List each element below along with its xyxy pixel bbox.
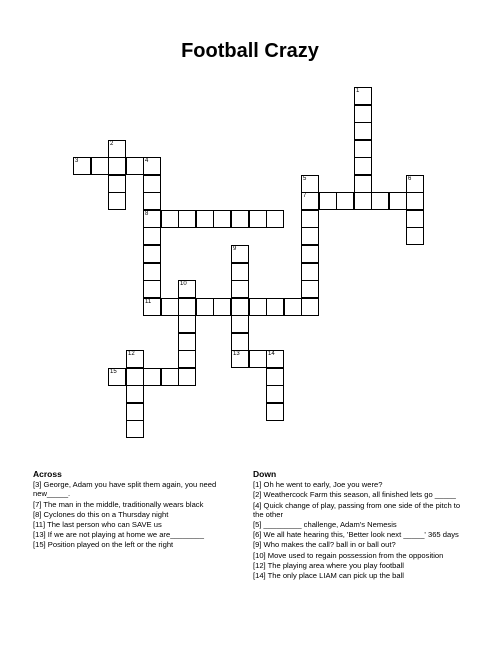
crossword-cell[interactable] <box>354 87 372 105</box>
clue-number: 6 <box>408 176 412 182</box>
crossword-cell[interactable] <box>143 157 161 175</box>
down-clue: [10] Move used to regain possession from the opposition <box>253 550 444 560</box>
across-clue: [7] The man in the middle, traditionally wears black <box>33 499 204 509</box>
crossword-cell[interactable] <box>161 298 179 316</box>
down-clue: [2] Weathercock Farm this season, all finished lets go _____ <box>253 490 456 500</box>
page-title: Football Crazy <box>181 40 319 62</box>
crossword-cell[interactable] <box>161 210 179 228</box>
crossword-cell[interactable] <box>178 280 196 298</box>
crossword-cell[interactable] <box>301 280 319 298</box>
down-clue: [1] Oh he went to early, Joe you were? <box>253 480 383 490</box>
crossword-cell[interactable] <box>354 122 372 140</box>
crossword-cell[interactable] <box>354 157 372 175</box>
crossword-cell[interactable] <box>178 333 196 351</box>
clue-number: 5 <box>303 176 307 182</box>
crossword-cell[interactable] <box>143 368 161 386</box>
crossword-cell[interactable] <box>143 227 161 245</box>
crossword-cell[interactable] <box>161 368 179 386</box>
crossword-cell[interactable] <box>231 350 249 368</box>
down-heading: Down <box>253 469 277 479</box>
clue-number: 9 <box>233 246 237 252</box>
across-clue: [13] If we are not playing at home we are________ <box>33 530 204 540</box>
crossword-cell[interactable] <box>406 210 424 228</box>
clue-number: 10 <box>180 281 187 287</box>
crossword-cell[interactable] <box>231 210 249 228</box>
crossword-cell[interactable] <box>231 333 249 351</box>
down-clue: [5] _________ challenge, Adam's Nemesis <box>253 520 397 530</box>
crossword-cell[interactable] <box>108 192 126 210</box>
crossword-cell[interactable] <box>178 350 196 368</box>
down-clue: [4] Quick change of play, passing from one side of the pitch to the other <box>253 500 461 519</box>
across-clue: [15] Position played on the left or the right <box>33 540 174 550</box>
across-clue: [3] George, Adam you have split them again, you need new_____. <box>33 480 217 499</box>
clue-number: 3 <box>75 158 79 164</box>
down-clue: [9] Who makes the call? ball in or ball out? <box>253 540 396 550</box>
clue-number: 11 <box>145 299 152 305</box>
crossword-cell[interactable] <box>143 192 161 210</box>
crossword-cell[interactable] <box>178 210 196 228</box>
crossword-cell[interactable] <box>126 157 144 175</box>
across-clues <box>33 470 243 551</box>
crossword-cell[interactable] <box>266 385 284 403</box>
crossword-cell[interactable] <box>231 298 249 316</box>
crossword-cell[interactable] <box>301 175 319 193</box>
crossword-cell[interactable] <box>301 263 319 281</box>
crossword-cell[interactable] <box>231 280 249 298</box>
crossword-cell[interactable] <box>249 350 267 368</box>
crossword-cell[interactable] <box>284 298 302 316</box>
down-clue: [6] We all hate hearing this, 'Better look next _____' 365 days <box>253 530 459 540</box>
crossword-cell[interactable] <box>371 192 389 210</box>
crossword-cell[interactable] <box>354 192 372 210</box>
clue-number: 7 <box>303 193 307 199</box>
crossword-cell[interactable] <box>231 263 249 281</box>
crossword-cell[interactable] <box>143 175 161 193</box>
crossword-cell[interactable] <box>301 227 319 245</box>
across-clue: [11] The last person who can SAVE us <box>33 520 162 530</box>
across-clue: [8] Cyclones do this on a Thursday night <box>33 509 169 519</box>
crossword-cell[interactable] <box>231 245 249 263</box>
crossword-cell[interactable] <box>406 227 424 245</box>
clue-number: 4 <box>145 158 149 164</box>
crossword-cell[interactable] <box>354 105 372 123</box>
clue-number: 2 <box>110 141 114 147</box>
crossword-cell[interactable] <box>143 280 161 298</box>
crossword-cell[interactable] <box>266 368 284 386</box>
crossword-cell[interactable] <box>266 403 284 421</box>
crossword-cell[interactable] <box>213 298 231 316</box>
clue-number: 14 <box>268 351 275 357</box>
crossword-cell[interactable] <box>354 175 372 193</box>
clue-number: 1 <box>356 88 360 94</box>
crossword-cell[interactable] <box>354 140 372 158</box>
crossword-cell[interactable] <box>266 298 284 316</box>
crossword-cell[interactable] <box>143 263 161 281</box>
crossword-cell[interactable] <box>406 192 424 210</box>
clue-number: 13 <box>233 351 240 357</box>
crossword-cell[interactable] <box>213 210 231 228</box>
crossword-cell[interactable] <box>319 192 337 210</box>
crossword-cell[interactable] <box>126 368 144 386</box>
crossword-cell[interactable] <box>126 350 144 368</box>
crossword-cell[interactable] <box>178 298 196 316</box>
crossword-cell[interactable] <box>231 315 249 333</box>
crossword-cell[interactable] <box>301 192 319 210</box>
crossword-cell[interactable] <box>126 420 144 438</box>
crossword-cell[interactable] <box>249 298 267 316</box>
crossword-cell[interactable] <box>266 210 284 228</box>
crossword-cell[interactable] <box>143 210 161 228</box>
crossword-cell[interactable] <box>108 175 126 193</box>
crossword-cell[interactable] <box>126 403 144 421</box>
crossword-cell[interactable] <box>73 157 91 175</box>
crossword-cell[interactable] <box>178 368 196 386</box>
crossword-cell[interactable] <box>108 157 126 175</box>
crossword-cell[interactable] <box>126 385 144 403</box>
crossword-cell[interactable] <box>143 298 161 316</box>
crossword-cell[interactable] <box>266 350 284 368</box>
crossword-cell[interactable] <box>301 245 319 263</box>
crossword-cell[interactable] <box>389 192 407 210</box>
down-clue: [14] The only place LIAM can pick up the ball <box>253 571 404 581</box>
crossword-cell[interactable] <box>108 368 126 386</box>
crossword-cell[interactable] <box>178 315 196 333</box>
clue-number: 8 <box>145 211 149 217</box>
crossword-cell[interactable] <box>301 298 319 316</box>
crossword-cell[interactable] <box>91 157 109 175</box>
crossword-cell[interactable] <box>301 210 319 228</box>
down-clues <box>253 470 468 581</box>
crossword-cell[interactable] <box>249 210 267 228</box>
across-heading: Across <box>33 469 62 479</box>
crossword-cell[interactable] <box>143 245 161 263</box>
crossword-cell[interactable] <box>196 298 214 316</box>
crossword-cell[interactable] <box>406 175 424 193</box>
clue-number: 12 <box>128 351 135 357</box>
crossword-cell[interactable] <box>108 140 126 158</box>
down-clue: [12] The playing area where you play football <box>253 560 404 570</box>
clue-number: 15 <box>110 369 117 375</box>
crossword-cell[interactable] <box>196 210 214 228</box>
crossword-cell[interactable] <box>336 192 354 210</box>
